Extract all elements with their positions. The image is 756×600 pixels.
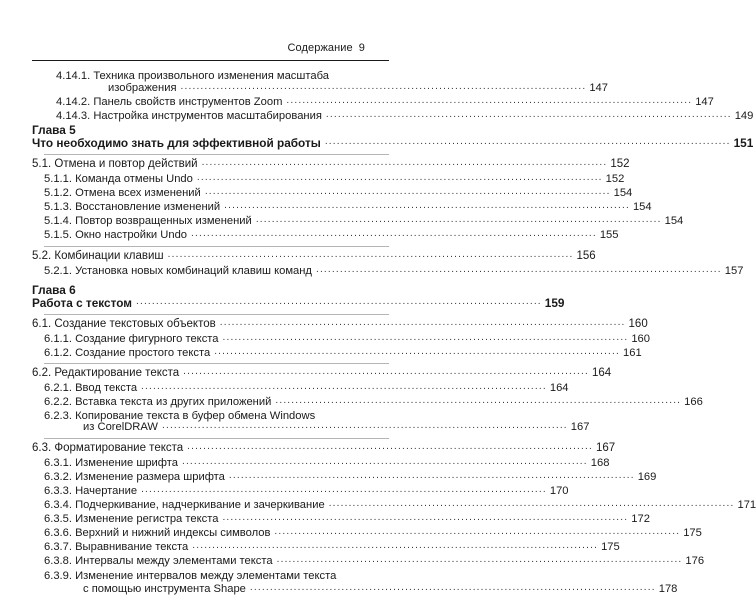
chapter-6-title[interactable] (32, 295, 565, 310)
toc-entry-label: 6.3.2. Изменение размера шрифта (44, 471, 225, 483)
toc-entry-5-2[interactable] (32, 248, 596, 263)
toc-page-number: 172 (631, 513, 650, 525)
toc-page-number: 175 (601, 541, 620, 553)
toc-entry-label: изображения (108, 82, 177, 94)
toc-entry-label: с помощью инструмента Shape (83, 583, 246, 595)
toc-entry-5-1-1[interactable] (44, 171, 625, 186)
toc-page-number: 164 (549, 382, 569, 394)
header-rule (32, 60, 389, 61)
leader-dots: ...................................................................................................... (324, 136, 731, 147)
toc-page-number: 178 (658, 583, 678, 595)
leader-dots: ...................................................................................................... (222, 512, 629, 523)
leader-dots: ...................................................................................................... (204, 186, 611, 197)
toc-page-number: 169 (637, 471, 657, 483)
toc-entry-label: 5.1.3. Восстановление изменений (44, 201, 221, 213)
section-divider (44, 438, 389, 439)
leader-dots: ...................................................................................................... (162, 420, 568, 431)
toc-entry-6-3-8[interactable] (44, 553, 705, 568)
toc-entry-label: 6.1.1. Создание фигурного текста (44, 333, 219, 345)
toc-entry-label: из CorelDRAW (83, 421, 158, 433)
toc-page-number: 167 (570, 421, 590, 433)
toc-entry-6-3-4[interactable] (44, 497, 756, 512)
leader-dots: ...................................................................................................... (196, 172, 603, 183)
leader-dots: ...................................................................................................... (135, 296, 542, 307)
leader-dots: ...................................................................................................... (328, 498, 735, 509)
toc-page-number: 154 (632, 201, 652, 213)
leader-dots: ...................................................................................................... (167, 249, 574, 260)
toc-entry-6-2-2[interactable] (44, 394, 703, 409)
toc-entry-6-2-3: 6.2.3. Копирование текста в буфер обмена Windows (44, 410, 316, 422)
toc-entry-6-2-3-cont[interactable] (83, 419, 590, 434)
toc-page-number: 175 (683, 527, 702, 539)
toc-entry-label: 4.14.2. Панель свойств инструментов Zoom (56, 96, 283, 108)
toc-page-number: 171 (737, 499, 756, 511)
leader-dots: ...................................................................................................... (219, 317, 626, 328)
leader-dots: ...................................................................................................... (276, 554, 683, 565)
toc-entry-6-3-2[interactable] (44, 469, 657, 484)
toc-entry-6-3-9: 6.3.9. Изменение интервалов между элементами текста (44, 570, 337, 582)
toc-entry-6-2[interactable] (32, 365, 612, 380)
toc-entry-5-1-5[interactable] (44, 227, 619, 242)
toc-entry-label: 6.1. Создание текстовых объектов (32, 318, 216, 330)
toc-entry-label: 6.3.6. Верхний и нижний индексы символов (44, 527, 271, 539)
toc-entry-5-1-4[interactable] (44, 213, 684, 228)
toc-page-number: 160 (628, 318, 648, 330)
chapter-5-label: Глава 5 (32, 123, 76, 137)
toc-entry-6-2-1[interactable] (44, 380, 569, 395)
leader-dots: ...................................................................................................... (192, 540, 599, 551)
leader-dots: ...................................................................................................... (315, 264, 722, 275)
toc-entry-label: Работа с текстом (32, 296, 132, 310)
toc-page-number: 152 (605, 173, 625, 185)
toc-entry-label: 6.2.1. Ввод текста (44, 382, 138, 394)
chapter-6-label: Глава 6 (32, 283, 76, 297)
toc-page-number: 161 (623, 347, 642, 359)
leader-dots: ...................................................................................................... (180, 81, 587, 92)
toc-entry-6-3-9-cont[interactable] (83, 581, 678, 596)
toc-entry-4-14-3[interactable] (56, 108, 754, 123)
toc-page-number: 156 (576, 250, 596, 262)
toc-page-number: 147 (695, 96, 714, 108)
toc-entry-label: 6.3.3. Начертание (44, 485, 138, 497)
leader-dots: ...................................................................................................... (275, 395, 682, 406)
toc-entry-label: 6.1.2. Создание простого текста (44, 347, 211, 359)
toc-page-number: 164 (591, 367, 612, 379)
leader-dots: ...................................................................................................... (222, 332, 629, 343)
toc-page-number: 159 (544, 296, 565, 310)
section-divider (44, 363, 389, 364)
toc-page-number: 149 (734, 110, 754, 122)
leader-dots: ...................................................................................................... (214, 346, 620, 357)
toc-entry-label: 5.1.4. Повтор возвращенных изменений (44, 215, 252, 227)
leader-dots: ...................................................................................................... (191, 228, 597, 239)
toc-page-number: 166 (684, 396, 703, 408)
toc-entry-label: 5.1.1. Команда отмены Undo (44, 173, 193, 185)
toc-entry-label: 5.2.1. Установка новых комбинаций клавиш команд (44, 265, 312, 277)
section-divider (44, 314, 389, 315)
leader-dots: ...................................................................................................... (201, 157, 608, 168)
toc-page-number: 152 (610, 158, 630, 170)
toc-entry-label: 5.2. Комбинации клавиш (32, 250, 164, 262)
toc-entry-label: 5.1. Отмена и повтор действий (32, 158, 198, 170)
leader-dots: ...................................................................................................... (187, 441, 593, 452)
toc-entry-6-3-1[interactable] (44, 455, 610, 470)
toc-entry-label: 5.1.5. Окно настройки Undo (44, 229, 188, 241)
toc-entry-label: 6.2.2. Вставка текста из других приложений (44, 396, 272, 408)
toc-entry-6-1-2[interactable] (44, 345, 642, 360)
running-header-title: Содержание (287, 42, 353, 54)
toc-page-number: 155 (599, 229, 619, 241)
leader-dots: ...................................................................................................... (286, 95, 693, 106)
toc-entry-label: 5.1.2. Отмена всех изменений (44, 187, 201, 199)
toc-entry-6-3-6[interactable] (44, 525, 702, 540)
toc-entry-label: 6.2. Редактирование текста (32, 367, 180, 379)
toc-entry-label: Что необходимо знать для эффективной работы (32, 136, 321, 150)
leader-dots: ...................................................................................................... (228, 470, 635, 481)
toc-page-number: 154 (664, 215, 684, 227)
leader-dots: ...................................................................................................... (183, 366, 589, 377)
leader-dots: ...................................................................................................... (249, 582, 656, 593)
toc-entry-6-3-5[interactable] (44, 511, 650, 526)
leader-dots: ...................................................................................................... (274, 526, 681, 537)
leader-dots: ...................................................................................................... (141, 484, 547, 495)
leader-dots: ...................................................................................................... (181, 456, 588, 467)
leader-dots: ...................................................................................................... (325, 109, 732, 120)
leader-dots: ...................................................................................................... (255, 214, 662, 225)
toc-page-number: 151 (733, 136, 754, 150)
toc-entry-4-14-1-cont[interactable] (108, 80, 608, 95)
toc-page-number: 147 (589, 82, 608, 94)
toc-entry-label: 6.3.4. Подчеркивание, надчеркивание и зачеркивание (44, 499, 325, 511)
toc-entry-5-2-1[interactable] (44, 263, 744, 278)
toc-entry-5-1-3[interactable] (44, 199, 652, 214)
toc-entry-4-14-1: 4.14.1. Техника произвольного изменения масштаба (56, 70, 329, 82)
running-header (287, 42, 365, 54)
toc-page-number: 170 (549, 485, 569, 497)
toc-entry-label: 6.3.1. Изменение шрифта (44, 457, 178, 469)
toc-page-number: 176 (685, 555, 705, 567)
leader-dots: ...................................................................................................... (224, 200, 630, 211)
toc-page-number: 167 (595, 442, 616, 454)
toc-entry-label: 6.3.8. Интервалы между элементами текста (44, 555, 273, 567)
section-divider (44, 246, 389, 247)
toc-entry-label: 6.3. Форматирование текста (32, 442, 184, 454)
toc-page-number: 168 (590, 457, 610, 469)
toc-entry-5-1[interactable] (32, 156, 630, 171)
toc-entry-6-3[interactable] (32, 440, 616, 455)
toc-entry-6-3-3[interactable] (44, 483, 569, 498)
page-number: 9 (358, 42, 365, 54)
toc-entry-label: 4.14.3. Настройка инструментов масштабирования (56, 110, 322, 122)
toc-page-number: 160 (631, 333, 650, 345)
leader-dots: ...................................................................................................... (141, 381, 547, 392)
toc-entry-label: 6.3.5. Изменение регистра текста (44, 513, 219, 525)
section-divider (44, 154, 389, 155)
toc-entry-6-3-7[interactable] (44, 539, 620, 554)
toc-entry-label: 6.3.7. Выравнивание текста (44, 541, 189, 553)
toc-entry-6-1[interactable] (32, 316, 648, 331)
toc-page-number: 154 (613, 187, 633, 199)
chapter-5-title[interactable] (32, 135, 754, 150)
toc-entry-4-14-2[interactable] (56, 94, 714, 109)
toc-entry-5-1-2[interactable] (44, 185, 633, 200)
toc-page-number: 157 (724, 265, 744, 277)
toc-entry-6-1-1[interactable] (44, 331, 650, 346)
